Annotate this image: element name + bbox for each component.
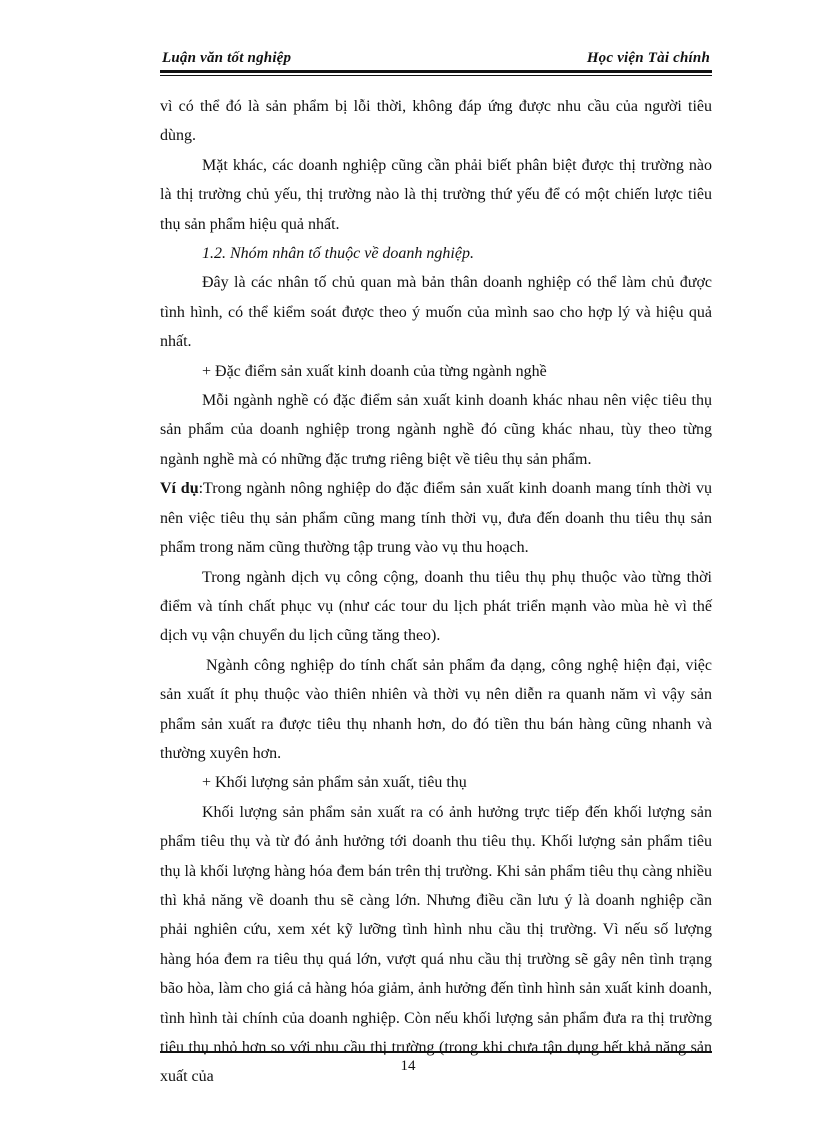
page-number: 14 — [400, 1058, 416, 1074]
header-rule-thin — [160, 75, 712, 76]
paragraph: Khối lượng sản phẩm sản xuất ra có ảnh hưởng trực tiếp đến khối lượng sản phẩm tiêu thụ và từ đó ảnh hưởng tới doanh thu tiêu thụ. Khối lượng sản phẩm tiêu thụ là khối lượng hàng hóa đem bán trên thị trường. Khi sản phẩm tiêu thụ càng nhiều thì khả năng về doanh thu sẽ càng lớn. Nhưng điều cần lưu ý là doanh nghiệp cần phải nghiên cứu, xem xét kỹ lưỡng tình hình nhu cầu thị trường. Vì nếu số lượng hàng hóa đem ra tiêu thụ quá lớn, vượt quá nhu cầu thị trường sẽ gây nên tình trạng bão hòa, làm cho giá cả hàng hóa giảm, ảnh hưởng đến tình hình sản xuất kinh doanh, tình hình tài chính của doanh nghiệp. Còn nếu khối lượng sản phẩm đưa ra thị trường tiêu thụ nhỏ hơn so với nhu cầu thị trường (trong khi chưa tận dụng hết khả năng sản xuất của — [160, 803, 712, 1086]
bullet-heading: + Đặc điểm sản xuất kinh doanh của từng ngành nghề — [202, 362, 547, 380]
paragraph: Mỗi ngành nghề có đặc điểm sản xuất kinh doanh khác nhau nên việc tiêu thụ sản phẩm của doanh nghiệp trong ngành nghề đó cũng khác nhau, tùy theo từng ngành nghề mà có những đặc trưng riêng biệt về tiêu thụ sản phẩm. — [160, 392, 712, 468]
example-text: :Trong ngành nông nghiệp do đặc điểm sản xuất kinh doanh mang tính thời vụ nên việc tiêu thụ sản phẩm cũng mang tính thời vụ, đưa đến doanh thu tiêu thụ sản phẩm trong năm cũng thường tập trung vào vụ thu hoạch. — [160, 480, 712, 557]
header-rule — [160, 70, 712, 73]
bullet-heading: + Khối lượng sản phẩm sản xuất, tiêu thụ — [202, 774, 467, 792]
header-thesis-title: Luận văn tốt nghiệp — [162, 50, 292, 66]
header-institution: Học viện Tài chính — [586, 50, 710, 66]
example-label: Ví dụ — [160, 480, 199, 498]
paragraph: Ngành công nghiệp do tính chất sản phẩm đa dạng, công nghệ hiện đại, việc sản xuất ít phụ thuộc vào thiên nhiên và thời vụ nên diễn ra quanh năm vì vậy sản phẩm sản xuất ra được tiêu thụ nhanh hơn, do đó tiền thu bán hàng cũng nhanh và thường xuyên hơn. — [160, 656, 712, 762]
footer-rule — [160, 1051, 712, 1053]
example-paragraph — [160, 474, 712, 562]
section-heading: 1.2. Nhóm nhân tố thuộc về doanh nghiệp. — [202, 245, 474, 263]
paragraph: Trong ngành dịch vụ công cộng, doanh thu tiêu thụ phụ thuộc vào từng thời điểm và tính chất phục vụ (như các tour du lịch phát triển mạnh vào mùa hè vì thế dịch vụ vận chuyển du lịch cũng tăng theo). — [160, 568, 712, 645]
paragraph: Đây là các nhân tố chủ quan mà bản thân doanh nghiệp có thể làm chủ được tình hình, có thể kiểm soát được theo ý muốn của mình sao cho hợp lý và hiệu quả nhất. — [160, 274, 712, 351]
page-header — [160, 46, 712, 70]
paragraph-continuation: vì có thể đó là sản phẩm bị lỗi thời, không đáp ứng được nhu cầu của người tiêu dùng. — [160, 98, 712, 145]
page-body — [160, 92, 712, 1092]
paragraph: Mặt khác, các doanh nghiệp cũng cần phải biết phân biệt được thị trường nào là thị trường chủ yếu, thị trường nào là thị trường thứ yếu để có một chiến lược tiêu thụ sản phẩm hiệu quả nhất. — [160, 156, 712, 233]
